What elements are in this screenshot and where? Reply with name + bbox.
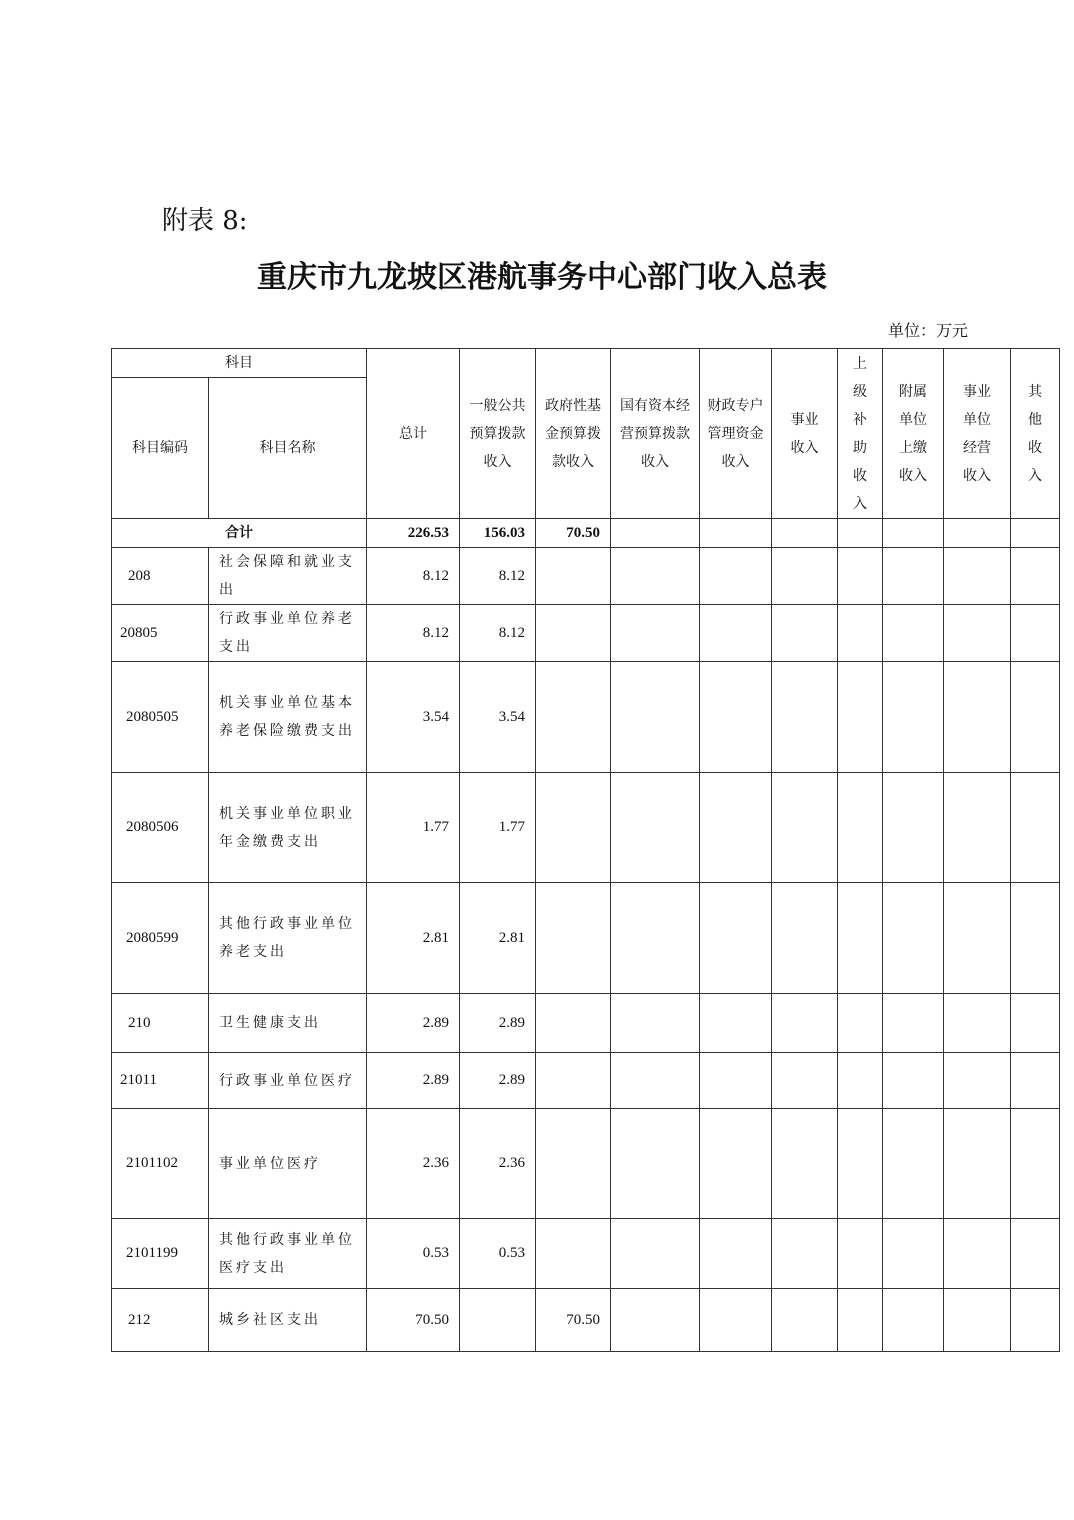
header-business: 事业收入 xyxy=(772,349,838,519)
empty-cell xyxy=(611,883,700,994)
row-code: 2101102 xyxy=(112,1109,209,1219)
row-code: 2101199 xyxy=(112,1219,209,1289)
empty-cell xyxy=(700,662,772,773)
empty-cell xyxy=(772,548,838,605)
empty-cell xyxy=(944,773,1011,883)
empty-cell xyxy=(1011,994,1060,1053)
row-general: 2.81 xyxy=(460,883,536,994)
empty-cell xyxy=(883,605,944,662)
empty-cell xyxy=(772,994,838,1053)
empty-cell xyxy=(700,1109,772,1219)
empty-cell xyxy=(772,1053,838,1109)
row-code: 208 xyxy=(112,548,209,605)
empty-cell xyxy=(838,883,883,994)
row-total: 2.81 xyxy=(367,883,460,994)
page-title: 重庆市九龙坡区港航事务中心部门收入总表 xyxy=(257,260,827,295)
table-row xyxy=(112,662,1060,773)
empty-cell xyxy=(838,994,883,1053)
empty-cell xyxy=(944,883,1011,994)
empty-cell xyxy=(838,1053,883,1109)
row-name: 机关事业单位基本养老保险缴费支出 xyxy=(209,662,367,773)
table-row xyxy=(112,1053,1060,1109)
empty-cell xyxy=(700,883,772,994)
empty-cell xyxy=(772,1109,838,1219)
empty-cell xyxy=(883,883,944,994)
table-row xyxy=(112,883,1060,994)
header-code: 科目编码 xyxy=(112,378,209,519)
header-superior: 上级补助收入 xyxy=(838,349,883,519)
empty-cell xyxy=(838,773,883,883)
row-gov-fund xyxy=(536,548,611,605)
row-gov-fund xyxy=(536,1109,611,1219)
empty-cell xyxy=(772,883,838,994)
row-code: 21011 xyxy=(112,1053,209,1109)
row-general: 0.53 xyxy=(460,1219,536,1289)
table-row xyxy=(112,605,1060,662)
row-code: 2080599 xyxy=(112,883,209,994)
row-name: 社会保障和就业支出 xyxy=(209,548,367,605)
row-general: 1.77 xyxy=(460,773,536,883)
row-code: 20805 xyxy=(112,605,209,662)
row-name: 卫生健康支出 xyxy=(209,994,367,1053)
header-name: 科目名称 xyxy=(209,378,367,519)
empty-cell xyxy=(883,548,944,605)
header-row xyxy=(112,349,1060,378)
row-gov-fund xyxy=(536,994,611,1053)
row-general: 3.54 xyxy=(460,662,536,773)
empty-cell xyxy=(1011,883,1060,994)
total-total: 226.53 xyxy=(367,519,460,548)
row-general: 2.89 xyxy=(460,1053,536,1109)
row-name: 其他行政事业单位养老支出 xyxy=(209,883,367,994)
row-general: 8.12 xyxy=(460,605,536,662)
row-general: 2.89 xyxy=(460,994,536,1053)
total-label: 合计 xyxy=(112,519,367,548)
row-total: 8.12 xyxy=(367,605,460,662)
empty-cell xyxy=(700,1053,772,1109)
row-name: 事业单位医疗 xyxy=(209,1109,367,1219)
empty-cell xyxy=(838,1289,883,1352)
header-gov-fund: 政府性基金预算拨款收入 xyxy=(536,349,611,519)
empty-cell xyxy=(611,662,700,773)
row-general xyxy=(460,1289,536,1352)
empty-cell xyxy=(1011,1219,1060,1289)
empty-cell xyxy=(611,994,700,1053)
header-other: 其他收入 xyxy=(1011,349,1060,519)
empty-cell xyxy=(1011,773,1060,883)
row-name: 城乡社区支出 xyxy=(209,1289,367,1352)
empty-cell xyxy=(772,1289,838,1352)
row-total: 2.89 xyxy=(367,1053,460,1109)
row-gov-fund xyxy=(536,662,611,773)
empty-cell xyxy=(883,1053,944,1109)
empty-cell xyxy=(838,605,883,662)
header-state-capital: 国有资本经营预算拨款收入 xyxy=(611,349,700,519)
row-gov-fund xyxy=(536,605,611,662)
total-gov-fund: 70.50 xyxy=(536,519,611,548)
empty-cell xyxy=(611,548,700,605)
row-total: 8.12 xyxy=(367,548,460,605)
empty-cell xyxy=(700,1289,772,1352)
header-affiliated: 附属单位上缴收入 xyxy=(883,349,944,519)
empty-cell xyxy=(838,1219,883,1289)
empty-cell xyxy=(944,662,1011,773)
empty-cell xyxy=(700,605,772,662)
header-operating: 事业单位经营收入 xyxy=(944,349,1011,519)
row-code: 2080506 xyxy=(112,773,209,883)
empty-cell xyxy=(611,605,700,662)
empty-cell xyxy=(944,1289,1011,1352)
row-code: 2080505 xyxy=(112,662,209,773)
total-general: 156.03 xyxy=(460,519,536,548)
header-general: 一般公共预算拨款收入 xyxy=(460,349,536,519)
table-row xyxy=(112,1289,1060,1352)
header-special-account: 财政专户管理资金收入 xyxy=(700,349,772,519)
row-gov-fund xyxy=(536,1219,611,1289)
table-row xyxy=(112,1109,1060,1219)
header-total: 总计 xyxy=(367,349,460,519)
empty-cell xyxy=(772,773,838,883)
row-total: 3.54 xyxy=(367,662,460,773)
row-code: 210 xyxy=(112,994,209,1053)
empty-cell xyxy=(883,1109,944,1219)
table-row xyxy=(112,1219,1060,1289)
row-gov-fund xyxy=(536,1053,611,1109)
empty-cell xyxy=(944,605,1011,662)
row-gov-fund: 70.50 xyxy=(536,1289,611,1352)
empty-cell xyxy=(700,1219,772,1289)
empty-cell xyxy=(944,1053,1011,1109)
empty-cell xyxy=(944,548,1011,605)
header-subject: 科目 xyxy=(112,349,367,378)
table-row xyxy=(112,548,1060,605)
empty-cell xyxy=(883,994,944,1053)
empty-cell xyxy=(838,548,883,605)
empty-cell xyxy=(611,1219,700,1289)
row-name: 机关事业单位职业年金缴费支出 xyxy=(209,773,367,883)
row-general: 8.12 xyxy=(460,548,536,605)
empty-cell xyxy=(700,773,772,883)
empty-cell xyxy=(838,1109,883,1219)
empty-cell xyxy=(944,1219,1011,1289)
empty-cell xyxy=(883,1289,944,1352)
row-gov-fund xyxy=(536,773,611,883)
empty-cell xyxy=(1011,605,1060,662)
row-total: 2.36 xyxy=(367,1109,460,1219)
row-code: 212 xyxy=(112,1289,209,1352)
empty-cell xyxy=(883,662,944,773)
row-name: 行政事业单位医疗 xyxy=(209,1053,367,1109)
empty-cell xyxy=(1011,1109,1060,1219)
empty-cell xyxy=(1011,1053,1060,1109)
row-general: 2.36 xyxy=(460,1109,536,1219)
empty-cell xyxy=(944,1109,1011,1219)
unit-label: 单位：万元 xyxy=(888,321,969,340)
empty-cell xyxy=(944,994,1011,1053)
empty-cell xyxy=(772,605,838,662)
empty-cell xyxy=(883,773,944,883)
row-total: 70.50 xyxy=(367,1289,460,1352)
empty-cell xyxy=(1011,1289,1060,1352)
row-gov-fund xyxy=(536,883,611,994)
empty-cell xyxy=(1011,548,1060,605)
table-row xyxy=(112,773,1060,883)
row-name: 行政事业单位养老支出 xyxy=(209,605,367,662)
empty-cell xyxy=(1011,662,1060,773)
row-total: 2.89 xyxy=(367,994,460,1053)
attachment-label: 附表 8: xyxy=(162,206,248,236)
empty-cell xyxy=(700,994,772,1053)
empty-cell xyxy=(611,773,700,883)
empty-cell xyxy=(838,662,883,773)
income-table xyxy=(111,348,1060,1352)
empty-cell xyxy=(772,662,838,773)
empty-cell xyxy=(883,1219,944,1289)
table-row xyxy=(112,994,1060,1053)
row-total: 1.77 xyxy=(367,773,460,883)
row-name: 其他行政事业单位医疗支出 xyxy=(209,1219,367,1289)
total-row xyxy=(112,519,1060,548)
empty-cell xyxy=(772,1219,838,1289)
row-total: 0.53 xyxy=(367,1219,460,1289)
empty-cell xyxy=(611,1289,700,1352)
empty-cell xyxy=(611,1053,700,1109)
empty-cell xyxy=(611,1109,700,1219)
empty-cell xyxy=(700,548,772,605)
